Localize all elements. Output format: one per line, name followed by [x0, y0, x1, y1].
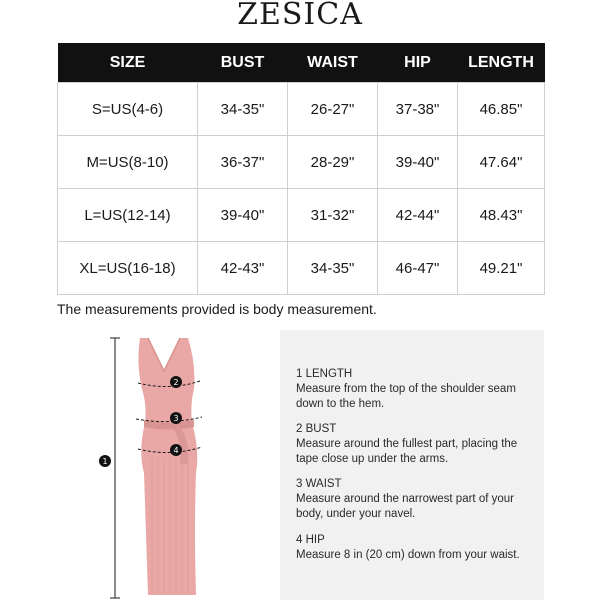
- cell-hip: 46-47": [378, 242, 458, 295]
- dress-figure: [90, 333, 240, 603]
- guide-bust: [296, 422, 536, 467]
- dress-shape: [138, 338, 197, 595]
- cell-hip: 37-38": [378, 83, 458, 136]
- svg-text:1: 1: [102, 457, 108, 466]
- cell-hip: 42-44": [378, 189, 458, 242]
- cell-length: 47.64": [458, 136, 545, 189]
- cell-waist: 28-29": [288, 136, 378, 189]
- header-length: LENGTH: [458, 43, 545, 83]
- table-row: [58, 83, 545, 136]
- cell-length: 46.85": [458, 83, 545, 136]
- guide-bust-title: 2 BUST: [296, 423, 337, 435]
- header-hip: HIP: [378, 43, 458, 83]
- guide-length-desc: Measure from the top of the shoulder seam down to the hem.: [296, 383, 516, 410]
- guide-hip: [296, 533, 536, 563]
- marker-3: [170, 412, 182, 424]
- marker-4: [170, 444, 182, 456]
- dress-illustration: [90, 333, 240, 603]
- svg-text:4: 4: [173, 446, 179, 455]
- guide-bust-desc: Measure around the fullest part, placing the tape close up under the arms.: [296, 438, 518, 465]
- cell-size: S=US(4-6): [58, 83, 198, 136]
- cell-size: XL=US(16-18): [58, 242, 198, 295]
- cell-hip: 39-40": [378, 136, 458, 189]
- size-chart-table: [57, 43, 545, 295]
- marker-2: [170, 376, 182, 388]
- cell-size: M=US(8-10): [58, 136, 198, 189]
- table-row: [58, 242, 545, 295]
- brand-logo: ZESICA: [237, 0, 363, 32]
- header-waist: WAIST: [288, 43, 378, 83]
- cell-bust: 42-43": [198, 242, 288, 295]
- svg-text:3: 3: [173, 414, 179, 423]
- guide-length-title: 1 LENGTH: [296, 368, 353, 380]
- measure-guide-panel: [280, 330, 544, 600]
- cell-waist: 34-35": [288, 242, 378, 295]
- guide-waist-desc: Measure around the narrowest part of your body, under your navel.: [296, 493, 514, 520]
- cell-length: 49.21": [458, 242, 545, 295]
- table-row: [58, 189, 545, 242]
- guide-waist-title: 3 WAIST: [296, 478, 342, 490]
- guide-waist: [296, 477, 536, 522]
- header-size: SIZE: [58, 43, 198, 83]
- marker-1: [99, 455, 111, 467]
- cell-bust: 34-35": [198, 83, 288, 136]
- measurement-note: The measurements provided is body measurement.: [57, 301, 377, 317]
- guide-hip-desc: Measure 8 in (20 cm) down from your waist.: [296, 549, 520, 561]
- cell-waist: 26-27": [288, 83, 378, 136]
- guide-hip-title: 4 HIP: [296, 534, 325, 546]
- cell-size: L=US(12-14): [58, 189, 198, 242]
- cell-waist: 31-32": [288, 189, 378, 242]
- svg-text:2: 2: [173, 378, 179, 387]
- header-bust: BUST: [198, 43, 288, 83]
- cell-bust: 36-37": [198, 136, 288, 189]
- cell-bust: 39-40": [198, 189, 288, 242]
- cell-length: 48.43": [458, 189, 545, 242]
- guide-length: [296, 367, 536, 412]
- table-row: [58, 136, 545, 189]
- table-header-row: [58, 43, 545, 83]
